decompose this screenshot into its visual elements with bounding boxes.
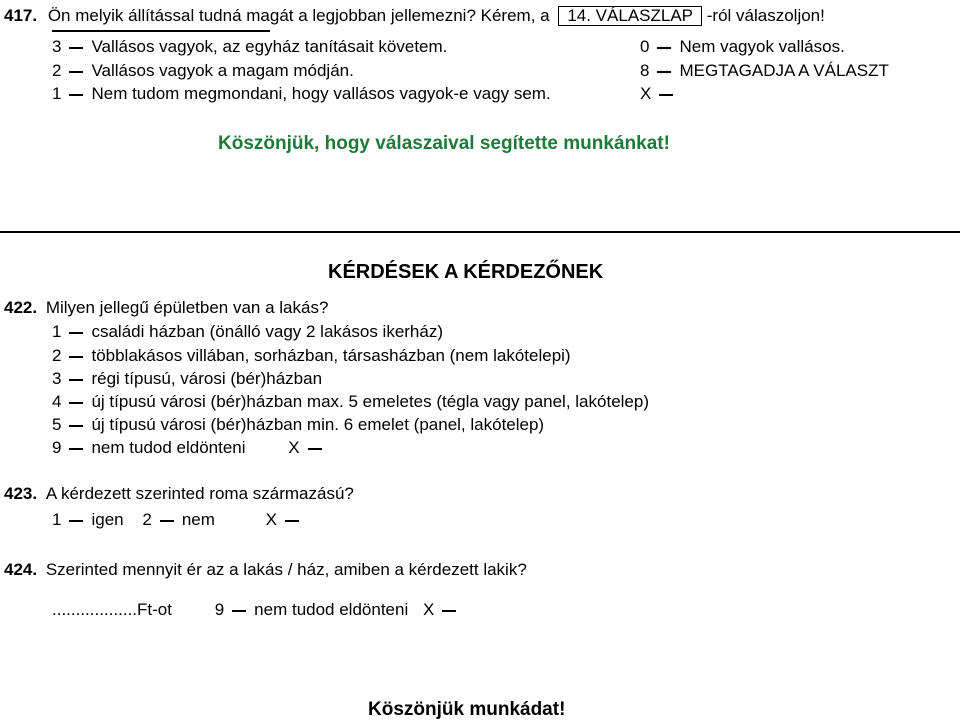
option-code: 2 xyxy=(52,346,62,365)
option-row xyxy=(52,392,649,412)
question-text: A kérdezett szerinted roma származású? xyxy=(45,484,354,503)
divider xyxy=(52,30,270,32)
question-text: Szerinted mennyit ér az a lakás / ház, amiben a kérdezett lakik? xyxy=(45,560,527,579)
option-row xyxy=(52,510,307,530)
option-row xyxy=(52,600,464,620)
dash-mark xyxy=(69,520,83,522)
option-code: 0 xyxy=(640,37,650,56)
option-label: Nem tudom megmondani, hogy vallásos vagyok-e vagy sem. xyxy=(91,84,551,103)
option-row xyxy=(52,415,544,435)
x-code: X xyxy=(288,438,300,457)
dash-mark xyxy=(69,356,83,358)
dash-mark xyxy=(285,520,299,522)
question-424 xyxy=(4,560,527,580)
dash-mark xyxy=(657,47,671,49)
question-number: 424. xyxy=(4,560,38,579)
dash-mark xyxy=(69,332,83,334)
option-label: többlakásos villában, sorházban, társasházban (nem lakótelepi) xyxy=(91,346,571,365)
option-label: Nem vagyok vallásos. xyxy=(679,37,845,56)
option-code: 9 xyxy=(214,600,225,619)
section-divider xyxy=(0,231,960,233)
option-row xyxy=(52,369,322,389)
option-code: 2 xyxy=(52,61,62,80)
option-label: családi házban (önálló vagy 2 lakásos ikerház) xyxy=(91,322,443,341)
dash-mark xyxy=(69,71,83,73)
option-label: nem tudod eldönteni xyxy=(91,438,246,457)
thanks-banner: Köszönjük, hogy válaszaival segítette munkánkat! xyxy=(218,133,670,154)
question-number: 417. xyxy=(4,6,38,25)
option-code: X xyxy=(640,84,652,103)
option-label: MEGTAGADJA A VÁLASZT xyxy=(679,61,889,80)
dash-mark xyxy=(160,520,174,522)
dash-mark xyxy=(657,71,671,73)
x-code: X xyxy=(422,600,435,619)
dash-mark xyxy=(69,379,83,381)
option-row xyxy=(52,438,330,458)
option-row xyxy=(640,61,889,81)
option-code: 4 xyxy=(52,392,62,411)
dash-mark xyxy=(308,448,322,450)
option-code: 1 xyxy=(52,84,62,103)
option-code: 1 xyxy=(52,322,62,341)
option-code: 3 xyxy=(52,369,62,388)
final-thanks: Köszönjük munkádat! xyxy=(368,699,566,720)
dash-mark xyxy=(69,94,83,96)
option-row xyxy=(52,346,571,366)
question-text: Milyen jellegű épületben van a lakás? xyxy=(45,298,329,317)
amount-field: ..................Ft-ot xyxy=(52,600,172,619)
option-row xyxy=(640,37,845,57)
option-code: 2 xyxy=(142,510,152,529)
option-label: új típusú városi (bér)házban min. 6 emelet (panel, lakótelep) xyxy=(91,415,545,434)
dash-mark xyxy=(69,47,83,49)
option-label: régi típusú, városi (bér)házban xyxy=(91,369,323,388)
section-title: KÉRDÉSEK A KÉRDEZŐNEK xyxy=(328,261,604,283)
question-417 xyxy=(4,6,825,26)
option-label: új típusú városi (bér)házban max. 5 emeletes (tégla vagy panel, lakótelep) xyxy=(91,392,649,411)
dash-mark xyxy=(69,448,83,450)
question-422 xyxy=(4,298,328,318)
option-row xyxy=(52,322,443,342)
dash-mark xyxy=(442,610,456,612)
question-text-suffix: -ról válaszoljon! xyxy=(706,6,825,25)
option-label: Vallásos vagyok a magam módján. xyxy=(91,61,354,80)
question-423 xyxy=(4,484,354,504)
option-row xyxy=(52,61,354,81)
option-code: 9 xyxy=(52,438,62,457)
question-text: Ön melyik állítással tudná magát a legjobban jellemezni? Kérem, a xyxy=(47,6,550,25)
option-label: nem xyxy=(181,510,215,529)
option-code: 8 xyxy=(640,61,650,80)
dash-mark xyxy=(232,610,246,612)
option-row xyxy=(52,37,447,57)
question-number: 422. xyxy=(4,298,38,317)
option-row xyxy=(52,84,551,104)
option-code: 3 xyxy=(52,37,62,56)
dash-mark xyxy=(69,402,83,404)
option-label: Vallásos vagyok, az egyház tanításait követem. xyxy=(91,37,448,56)
x-code: X xyxy=(265,510,277,529)
card-label: 14. VÁLASZLAP xyxy=(558,6,702,26)
option-row xyxy=(640,84,681,104)
dash-mark xyxy=(69,425,83,427)
option-label: nem tudod eldönteni xyxy=(254,600,409,619)
option-label: igen xyxy=(91,510,124,529)
option-code: 1 xyxy=(52,510,62,529)
question-number: 423. xyxy=(4,484,38,503)
option-code: 5 xyxy=(52,415,62,434)
dash-mark xyxy=(659,94,673,96)
